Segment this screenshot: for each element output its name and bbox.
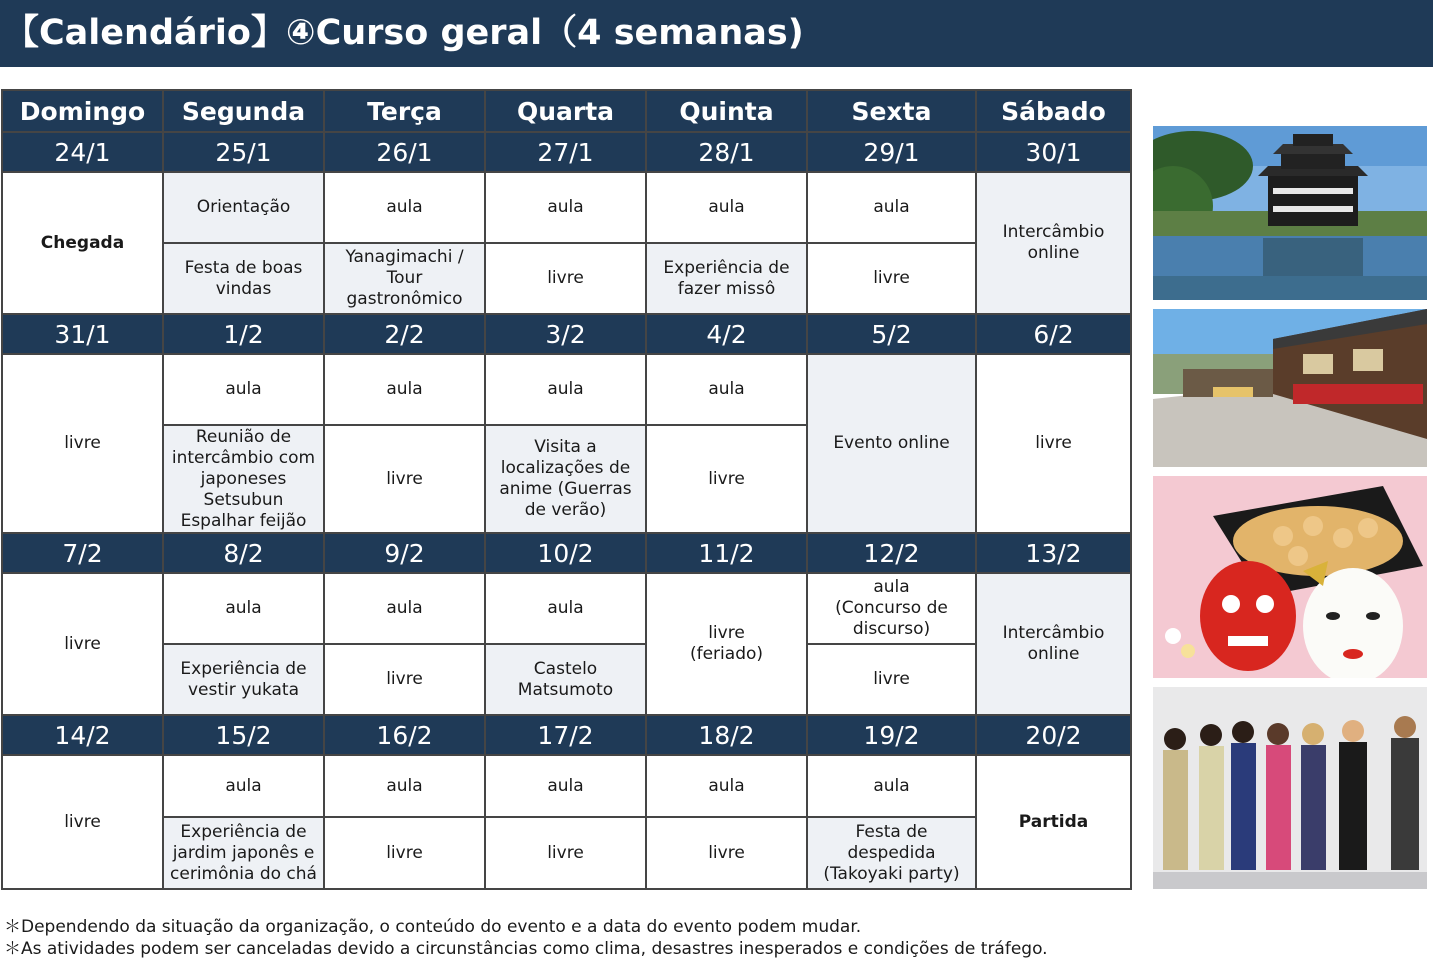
date-cell: 5/2 (807, 314, 976, 354)
weekday-header: Quarta (485, 90, 646, 132)
activity-cell: aula (485, 755, 646, 817)
date-cell: 29/1 (807, 132, 976, 172)
activity-cell: livre (2, 573, 163, 715)
activity-cell: aula (163, 755, 324, 817)
date-cell: 4/2 (646, 314, 807, 354)
activity-cell: livre (feriado) (646, 573, 807, 715)
date-row (2, 132, 1131, 172)
activity-cell: livre (485, 817, 646, 889)
date-cell: 24/1 (2, 132, 163, 172)
activity-cell: Evento online (807, 354, 976, 533)
date-cell: 8/2 (163, 533, 324, 573)
date-cell: 30/1 (976, 132, 1131, 172)
date-cell: 11/2 (646, 533, 807, 573)
activity-cell: livre (485, 243, 646, 314)
date-cell: 3/2 (485, 314, 646, 354)
activity-cell: Chegada (2, 172, 163, 314)
date-cell: 13/2 (976, 533, 1131, 573)
activity-cell: livre (2, 354, 163, 533)
date-cell: 15/2 (163, 715, 324, 755)
date-cell: 16/2 (324, 715, 485, 755)
weekday-header: Segunda (163, 90, 324, 132)
activity-cell: livre (976, 354, 1131, 533)
activity-cell: aula (485, 354, 646, 425)
weekday-header: Sexta (807, 90, 976, 132)
date-cell: 19/2 (807, 715, 976, 755)
weekday-header: Sábado (976, 90, 1131, 132)
activity-cell: Reunião de intercâmbio com japoneses Setsubun Espalhar feijão (163, 425, 324, 533)
activity-cell: Experiência de fazer missô (646, 243, 807, 314)
activity-cell: Orientação (163, 172, 324, 243)
activity-cell: aula (163, 354, 324, 425)
activity-cell: Experiência de jardim japonês e cerimônia do chá (163, 817, 324, 889)
date-cell: 25/1 (163, 132, 324, 172)
activity-cell: aula (646, 354, 807, 425)
date-cell: 18/2 (646, 715, 807, 755)
activity-cell: aula (485, 573, 646, 644)
date-cell: 28/1 (646, 132, 807, 172)
activity-cell: Festa de boas vindas (163, 243, 324, 314)
yukata-group-photo (1153, 687, 1427, 889)
footnotes (4, 916, 1048, 960)
activity-cell: aula (324, 573, 485, 644)
page-title: 【Calendário】④Curso geral（4 semanas) (0, 0, 1433, 67)
activity-cell: Festa de despedida (Takoyaki party) (807, 817, 976, 889)
activity-cell: aula (324, 755, 485, 817)
activity-cell: Intercâmbio online (976, 573, 1131, 715)
activity-cell: aula (646, 755, 807, 817)
activity-cell: livre (807, 243, 976, 314)
date-cell: 17/2 (485, 715, 646, 755)
activity-cell: Intercâmbio online (976, 172, 1131, 314)
date-row (2, 715, 1131, 755)
weekday-header: Quinta (646, 90, 807, 132)
date-cell: 14/2 (2, 715, 163, 755)
activity-cell: aula (324, 354, 485, 425)
activity-cell: livre (807, 644, 976, 715)
date-cell: 9/2 (324, 533, 485, 573)
footnote: ＊Dependendo da situação da organização, o conteúdo do evento e a data do evento podem mudar. (4, 917, 862, 937)
activity-cell: aula (324, 172, 485, 243)
setsubun-photo (1153, 476, 1427, 678)
activity-cell: livre (646, 817, 807, 889)
date-cell: 31/1 (2, 314, 163, 354)
activity-cell: livre (324, 817, 485, 889)
date-row (2, 314, 1131, 354)
calendar-table (1, 89, 1132, 890)
date-cell: 2/2 (324, 314, 485, 354)
weekday-header: Domingo (2, 90, 163, 132)
date-cell: 10/2 (485, 533, 646, 573)
activity-cell: Partida (976, 755, 1131, 889)
activity-cell: livre (2, 755, 163, 889)
activity-cell: Experiência de vestir yukata (163, 644, 324, 715)
activity-cell: aula (807, 755, 976, 817)
activity-cell: livre (646, 425, 807, 533)
activity-cell: Yanagimachi / Tour gastronômico (324, 243, 485, 314)
activity-cell: aula (807, 172, 976, 243)
activity-cell: aula (Concurso de discurso) (807, 573, 976, 644)
date-row (2, 533, 1131, 573)
footnote: ＊As atividades podem ser canceladas devido a circunstâncias como clima, desastres inesperados e condições de tráfego. (4, 939, 1048, 959)
date-cell: 26/1 (324, 132, 485, 172)
date-cell: 12/2 (807, 533, 976, 573)
activity-cell: aula (163, 573, 324, 644)
castle-photo (1153, 126, 1427, 300)
weekday-header-row (2, 90, 1131, 132)
weekday-header: Terça (324, 90, 485, 132)
old-street-photo (1153, 309, 1427, 467)
date-cell: 1/2 (163, 314, 324, 354)
date-cell: 20/2 (976, 715, 1131, 755)
activity-cell: aula (646, 172, 807, 243)
activity-cell: Castelo Matsumoto (485, 644, 646, 715)
date-cell: 6/2 (976, 314, 1131, 354)
activity-cell: aula (485, 172, 646, 243)
date-cell: 27/1 (485, 132, 646, 172)
activity-cell: livre (324, 425, 485, 533)
activity-cell: Visita a localizações de anime (Guerras de verão) (485, 425, 646, 533)
activity-cell: livre (324, 644, 485, 715)
date-cell: 7/2 (2, 533, 163, 573)
